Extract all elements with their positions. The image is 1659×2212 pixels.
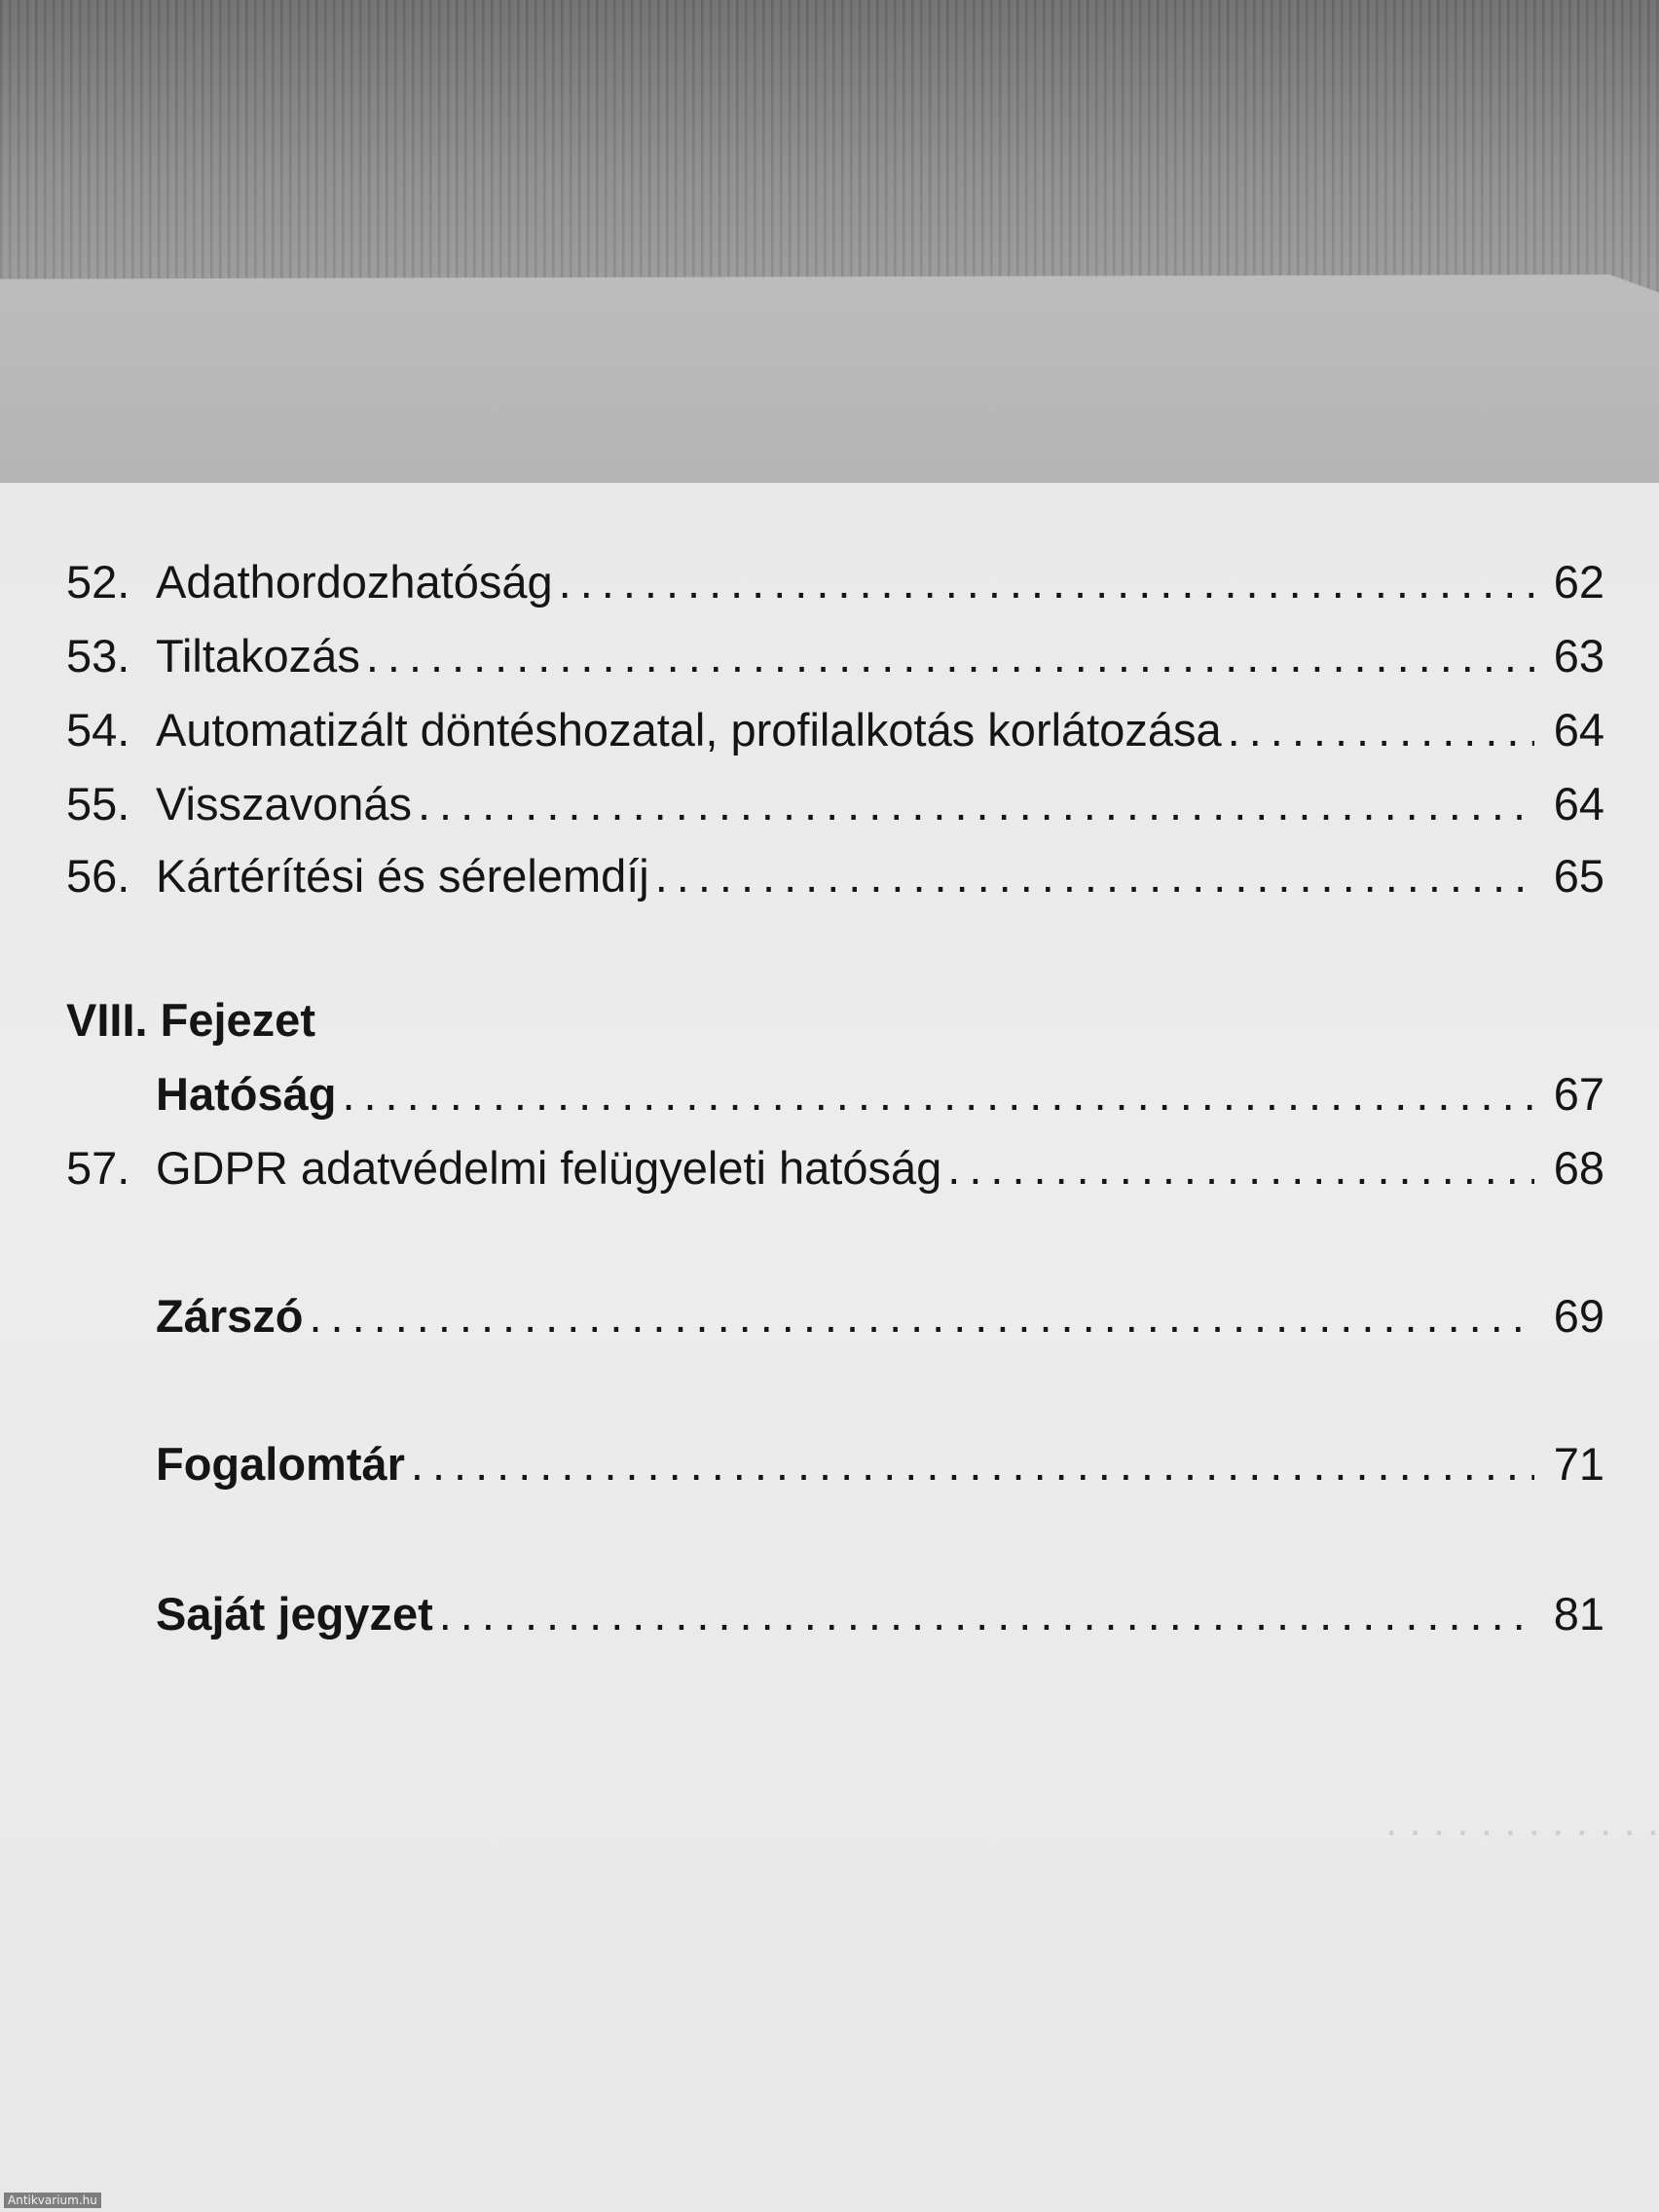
toc-entry-page: 64: [1553, 778, 1604, 830]
dot-leader: [418, 775, 1534, 833]
dot-leader: [310, 1287, 1535, 1346]
chapter-heading: VIII. Fejezet: [66, 994, 315, 1046]
toc-entry-title: Saját jegyzet: [156, 1588, 433, 1640]
toc-entry-title: Kártérítési és sérelemdíj: [156, 850, 649, 902]
toc-entry-number: 56.: [66, 850, 130, 902]
toc-entry-title: Automatizált döntéshozatal, profilalkotás korlátozása: [156, 704, 1222, 756]
toc-entry-page: 62: [1553, 556, 1604, 608]
chapter-title-entry: [66, 1065, 1604, 1124]
closing-entry: [66, 1585, 1604, 1643]
toc-entry-page: 68: [1553, 1142, 1604, 1194]
toc-entry-number: 52.: [66, 556, 130, 608]
toc-entry-title: Visszavonás: [156, 778, 412, 830]
dot-leader: [411, 1435, 1534, 1493]
toc-entry: [66, 1139, 1604, 1198]
toc-entry-number: 54.: [66, 704, 130, 756]
toc-entry-title: Hatóság: [156, 1068, 337, 1120]
toc-entry-number: 55.: [66, 778, 130, 830]
toc-entry-number: 53.: [66, 630, 130, 682]
dot-leader: [342, 1065, 1534, 1124]
closing-entry: [66, 1435, 1604, 1493]
toc-entry-title: Zárszó: [156, 1290, 304, 1342]
toc-entry-page: 65: [1553, 850, 1604, 902]
toc-entry: [66, 701, 1604, 759]
book-page: [0, 483, 1659, 2212]
toc-entry: [66, 775, 1604, 833]
dot-leader: [947, 1139, 1534, 1198]
dot-leader: [439, 1585, 1534, 1643]
closing-entry: [66, 1287, 1604, 1346]
dot-leader: [655, 847, 1534, 905]
toc-entry-page: 64: [1553, 704, 1604, 756]
dot-leader: [1228, 701, 1534, 759]
toc-entry-title: Adathordozhatóság: [156, 556, 553, 608]
toc-entry: [66, 553, 1604, 611]
dot-leader: [559, 553, 1534, 611]
toc-entry-title: Fogalomtár: [156, 1438, 405, 1490]
toc-entry: [66, 847, 1604, 905]
dot-leader: [366, 627, 1534, 685]
toc-entry-page: 69: [1553, 1290, 1604, 1342]
toc-entry-number: 57.: [66, 1142, 130, 1194]
toc-entry-page: 71: [1553, 1438, 1604, 1490]
watermark-label: Antikvarium.hu: [4, 2193, 101, 2208]
toc-entry-title: GDPR adatvédelmi felügyeleti hatóság: [156, 1142, 942, 1194]
toc-entry-title: Tiltakozás: [156, 630, 360, 682]
show-through-text: . . . . . . . . . . . .: [1384, 1797, 1659, 1845]
toc-entry: [66, 627, 1604, 685]
toc-entry-page: 63: [1553, 630, 1604, 682]
toc-entry-page: 81: [1553, 1588, 1604, 1640]
book-cover-edge: [0, 275, 1659, 498]
background-surface: [0, 0, 1659, 292]
toc-entry-page: 67: [1553, 1068, 1604, 1120]
